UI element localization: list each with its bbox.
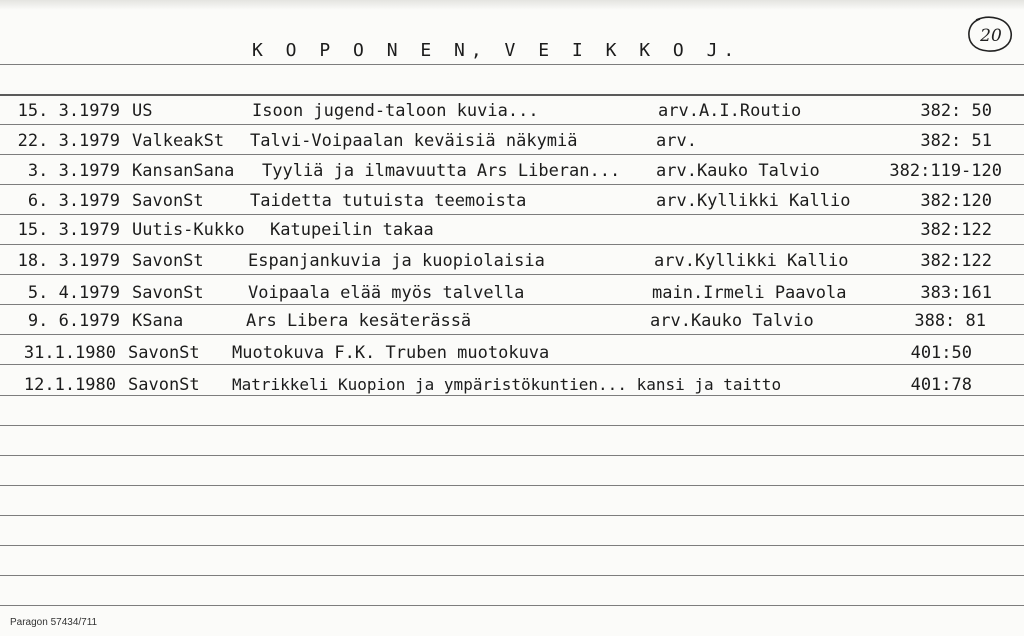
ruled-line [0, 605, 1024, 606]
entry-title: Tyyliä ja ilmavuutta Ars Liberan... [262, 161, 621, 181]
entry-row [0, 248, 1024, 274]
ruled-line [0, 455, 1024, 456]
entry-row [0, 98, 1024, 124]
entry-ref: 382:122 [920, 251, 992, 271]
entry-date: 12.1.1980 [23, 375, 116, 395]
ruled-line [0, 334, 1024, 335]
entry-role: arv.Kyllikki Kallio [654, 251, 849, 271]
entry-role: arv.Kyllikki Kallio [656, 191, 851, 211]
entry-title: Muotokuva F.K. Truben muotokuva [232, 343, 550, 363]
ruled-line [0, 575, 1024, 576]
ruled-line [0, 214, 1024, 215]
entry-ref: 382: 50 [920, 101, 992, 121]
entry-ref: 382: 51 [920, 131, 992, 151]
ruled-line [0, 244, 1024, 245]
entry-date: 22. 3.1979 [17, 131, 120, 151]
entry-paper: KansanSana [132, 161, 235, 181]
entry-ref: 401:50 [910, 343, 972, 363]
entry-paper: ValkeakSt [132, 131, 225, 151]
entry-ref: 382:120 [920, 191, 992, 211]
entry-paper: US [132, 101, 153, 121]
entry-row [0, 372, 1024, 398]
entry-paper: SavonSt [128, 343, 200, 363]
entry-title: Matrikkeli Kuopion ja ympäristökuntien... kansi ja taitto [232, 375, 782, 394]
entry-role: arv.Kauko Talvio [650, 311, 814, 331]
ruled-line [0, 425, 1024, 426]
entry-row [0, 158, 1024, 184]
card-number-badge [966, 16, 1014, 54]
entry-date: 3. 3.1979 [27, 161, 120, 181]
entry-row [0, 128, 1024, 154]
ruled-line [0, 64, 1024, 65]
entry-ref: 388: 81 [914, 311, 986, 331]
entry-title: Ars Libera kesäterässä [246, 311, 472, 331]
entry-title: Espanjankuvia ja kuopiolaisia [248, 251, 545, 271]
entry-ref: 382:119-120 [889, 161, 1002, 181]
entry-role: main.Irmeli Paavola [652, 283, 847, 303]
entry-paper: SavonSt [128, 375, 200, 395]
entry-date: 18. 3.1979 [17, 251, 120, 271]
entry-row [0, 188, 1024, 214]
card-top-edge [0, 0, 1024, 10]
ruled-line [0, 545, 1024, 546]
entry-title: Katupeilin takaa [270, 220, 434, 240]
entry-row [0, 308, 1024, 334]
entry-title: Isoon jugend-taloon kuvia... [252, 101, 539, 121]
entry-title: Talvi-Voipaalan keväisiä näkymiä [250, 131, 578, 151]
entry-row [0, 280, 1024, 306]
entry-paper: Uutis-Kukko [132, 220, 245, 240]
entry-paper: SavonSt [132, 191, 204, 211]
entry-title: Voipaala elää myös talvella [248, 283, 525, 303]
entry-paper: KSana [132, 311, 184, 331]
entry-paper: SavonSt [132, 251, 204, 271]
ruled-line [0, 94, 1024, 96]
ruled-line [0, 485, 1024, 486]
ruled-line [0, 274, 1024, 275]
entry-date: 5. 4.1979 [27, 283, 120, 303]
entry-role: arv. [656, 131, 697, 151]
entry-ref: 383:161 [920, 283, 992, 303]
ruled-line [0, 184, 1024, 185]
ruled-line [0, 154, 1024, 155]
entry-date: 15. 3.1979 [17, 220, 120, 240]
card-footer-print: Paragon 57434/711 [10, 617, 98, 628]
card-number-text: 20 [980, 26, 1002, 46]
ruled-line [0, 515, 1024, 516]
entry-role: arv.A.I.Routio [658, 101, 802, 121]
entry-row [0, 217, 1024, 243]
entry-date: 31.1.1980 [23, 343, 116, 363]
entry-date: 15. 3.1979 [17, 101, 120, 121]
entry-date: 9. 6.1979 [27, 311, 120, 331]
ruled-line [0, 124, 1024, 125]
entry-ref: 382:122 [920, 220, 992, 240]
entry-title: Taidetta tutuista teemoista [250, 191, 527, 211]
entry-role: arv.Kauko Talvio [656, 161, 820, 181]
entry-paper: SavonSt [132, 283, 204, 303]
entry-row [0, 340, 1024, 366]
entry-ref: 401:78 [910, 375, 972, 395]
entry-date: 6. 3.1979 [27, 191, 120, 211]
card-name-heading: K O P O N E N, V E I K K O J. [252, 40, 741, 61]
